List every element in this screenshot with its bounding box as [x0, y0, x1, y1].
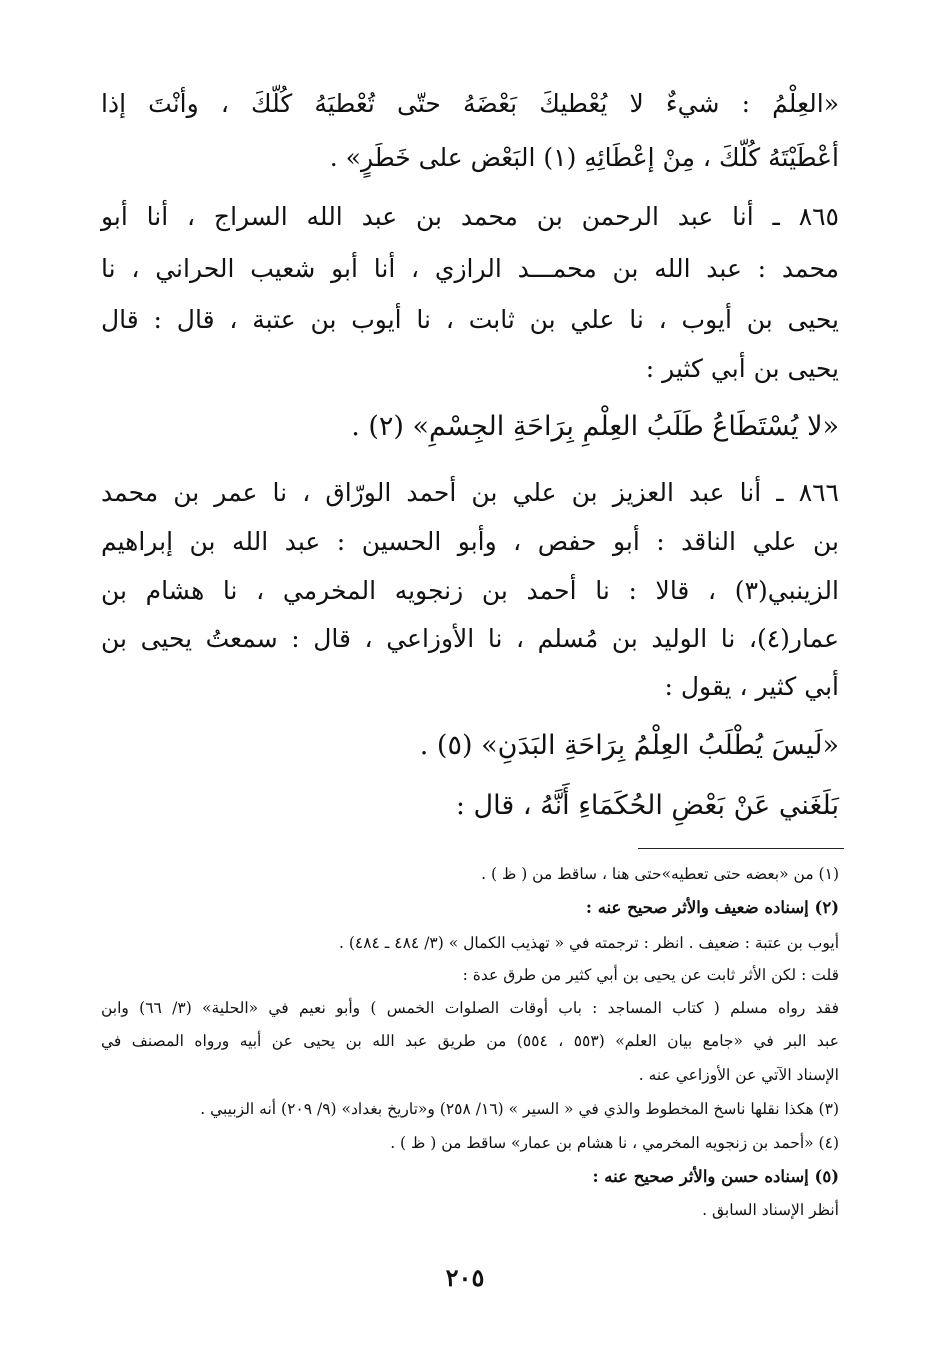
page-number: ٢٠٥: [445, 1263, 485, 1292]
body-line-4: محمد : عبد الله بن محمـــد الرازي ، أنا أبو شعيب الحراني ، نا: [101, 254, 839, 283]
footnote-5-line-1: أنظر الإسناد السابق .: [702, 1201, 839, 1219]
footnote-2-heading: (٢) إسناده ضعيف والأثر صحيح عنه :: [585, 898, 839, 917]
quote-2: «لَيسَ يُطْلَبُ العِلْمُ بِرَاحَةِ البَدَنِ» (٥) .: [419, 730, 839, 761]
footnote-2-line-3: فقد رواه مسلم ( كتاب المساجد : باب أوقات الصلوات الخمس ) وأبو نعيم في «الحلية» (٣/ ٦٦) وابن: [101, 999, 839, 1017]
body-line-5: يحيى بن أيوب ، نا علي بن ثابت ، نا أيوب بن عتبة ، قال : قال: [101, 305, 839, 334]
footnote-4: (٤) «أحمد بن زنجويه المخرمي ، نا هشام بن عمار» ساقط من ( ظ ) .: [390, 1134, 839, 1152]
body-line-9: بن علي الناقد : أبو حفص ، وأبو الحسين : عبد الله بن إبراهيم: [101, 527, 839, 556]
body-line-11: عمار(٤)، نا الوليد بن مُسلم ، نا الأوزاعي ، قال : سمعتُ يحيى بن: [101, 624, 839, 653]
body-line-2: أعْطَيْتَهُ كُلّكَ ، مِنْ إعْطَائِهِ (١) البَعْض على خَطَرٍ» .: [329, 143, 839, 172]
footnote-5-heading: (٥) إسناده حسن والأثر صحيح عنه :: [592, 1167, 839, 1186]
body-line-6: يحيى بن أبي كثير :: [645, 354, 839, 383]
footnote-3: (٣) هكذا نقلها ناسخ المخطوط والذي في « السير » (١٦/ ٢٥٨) و«تاريخ بغداد» (٩/ ٢٠٩) أنه الزبيبي .: [200, 1100, 839, 1118]
footnote-2-line-1: أيوب بن عتبة : ضعيف . انظر : ترجمته في « تهذيب الكمال » (٣/ ٤٨٤ ـ ٤٨٤) .: [338, 934, 839, 952]
footnote-2-line-2: قلت : لكن الأثر ثابت عن يحيى بن أبي كثير من طرق عدة :: [462, 966, 839, 984]
footnote-2-line-4: عبد البر في «جامع بيان العلم» (٥٥٣ ، ٥٥٤) من طريق عبد الله بن يحيى عن أبيه ورواه المصنف في: [101, 1032, 839, 1050]
quote-3: بَلَغَني عَنْ بَعْضِ الحُكَمَاءِ أَنَّهُ ، قال :: [455, 790, 839, 821]
body-line-12: أبي كثير ، يقول :: [664, 672, 839, 701]
body-line-1: «العِلْمُ : شيءٌ لا يُعْطيكَ بَعْضَهُ حتّى تُعْطيَهُ كُلّكَ ، وأنْتَ إذا: [101, 89, 839, 118]
quote-1: «لا يُسْتَطَاعُ طَلَبُ العِلْمِ بِرَاحَةِ الجِسْمِ» (٢) .: [351, 411, 839, 442]
footnote-1: (١) من «بعضه حتى تعطيه»حتى هنا ، ساقط من ( ظ ) .: [481, 865, 839, 883]
footnote-separator: [638, 848, 844, 849]
body-line-8: ٨٦٦ ـ أنا عبد العزيز بن علي بن أحمد الورّاق ، نا عمر بن محمد: [101, 478, 839, 507]
footnote-2-line-5: الإسناد الآتي عن الأوزاعي عنه .: [638, 1066, 839, 1084]
body-line-3: ٨٦٥ ـ أنا عبد الرحمن بن محمد بن عبد الله السراج ، أنا أبو: [101, 202, 839, 231]
body-line-10: الزينبي(٣) ، قالا : نا أحمد بن زنجويه المخرمي ، نا هشام بن: [101, 576, 839, 605]
